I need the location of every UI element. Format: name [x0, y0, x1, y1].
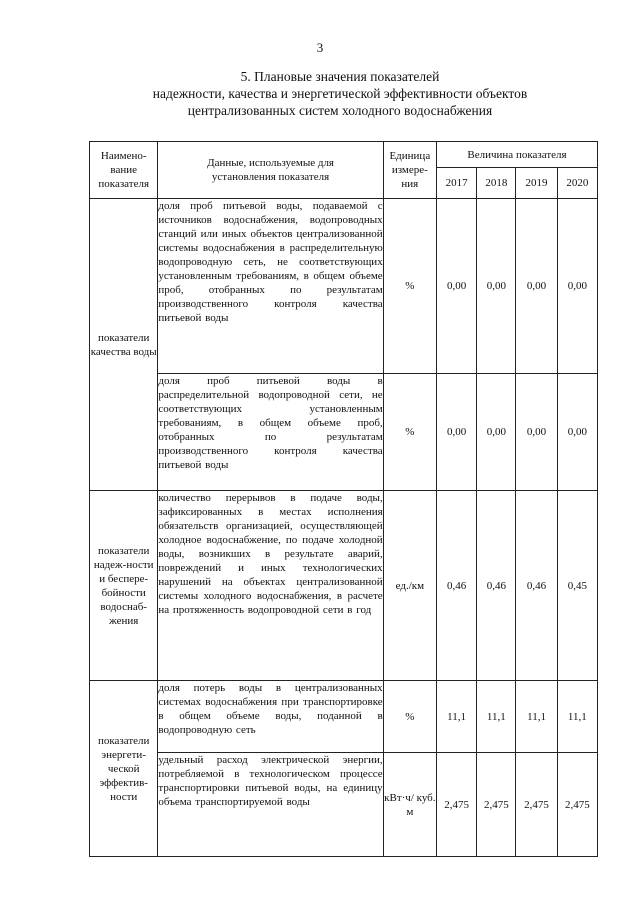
value-2017: 2,475: [436, 753, 476, 857]
table-row: [90, 681, 598, 753]
value-2018: 11,1: [477, 681, 516, 753]
header-value: Величина показателя: [436, 142, 597, 168]
value-2019: 11,1: [516, 681, 557, 753]
row-unit: кВт·ч/ куб. м: [383, 753, 436, 857]
value-2019: 0,46: [516, 491, 557, 681]
row-unit: %: [383, 199, 436, 374]
value-2018: 0,00: [477, 199, 516, 374]
category-reliability: показатели надеж-ности и беспере-бойности водоснаб-жения: [90, 491, 158, 681]
row-description: доля проб питьевой воды в распределительной водопроводной сети, не соответствующих установленным требованиям, в общем объеме проб, отобранных по результатам производственного контроля качества питьевой воды: [158, 374, 383, 491]
title-line-2: надежности, качества и энергетической эффективности объектов: [152, 86, 528, 101]
header-data: Данные, используемые для установления показателя: [158, 142, 383, 199]
value-2017: 0,00: [436, 199, 476, 374]
value-2018: 0,00: [477, 374, 516, 491]
value-2020: 0,45: [557, 491, 597, 681]
table-row: [90, 491, 598, 681]
title-line-1: 5. Плановые значения показателей: [240, 69, 440, 84]
header-year-2017: 2017: [436, 168, 476, 199]
row-description: количество перерывов в подаче воды, зафиксированных в местах исполнения обязательств организацией, осуществляющей холодное водоснабжение, по подаче холодной воды, возникших в результате аварий, повреждений и иных технологических нарушений на объектах централизованной системы холодного водоснабжения, в расчете на протяженность водопроводной сети в год: [158, 491, 383, 681]
value-2017: 0,00: [436, 374, 476, 491]
row-description: доля потерь воды в централизованных системах водоснабжения при транспортировке в общем объеме воды, поданной в водопроводную сеть: [158, 681, 383, 753]
value-2018: 0,46: [477, 491, 516, 681]
value-2019: 0,00: [516, 374, 557, 491]
table-row: [90, 199, 598, 374]
header-year-2018: 2018: [477, 168, 516, 199]
value-2020: 11,1: [557, 681, 597, 753]
category-water-quality: показатели качества воды: [90, 199, 158, 491]
table-row: [90, 374, 598, 491]
header-year-2019: 2019: [516, 168, 557, 199]
header-year-2020: 2020: [557, 168, 597, 199]
header-unit: Единица измере-ния: [383, 142, 436, 199]
row-unit: ед./км: [383, 491, 436, 681]
document-title: [60, 68, 620, 119]
row-description: удельный расход электрической энергии, потребляемой в технологическом процессе транспортировки питьевой воды, на единицу объема транспортируемой воды: [158, 753, 383, 857]
row-unit: %: [383, 374, 436, 491]
value-2020: 0,00: [557, 199, 597, 374]
row-unit: %: [383, 681, 436, 753]
row-description: доля проб питьевой воды, подаваемой с источников водоснабжения, водопроводных станций или иных объектов централизованной системы водоснабжения в распределительную водопроводную сеть, не соответствующих установленным требованиям, в общем объеме проб, отобранных по результатам производственного контроля качества питьевой воды: [158, 199, 383, 374]
value-2019: 2,475: [516, 753, 557, 857]
title-line-3: централизованных систем холодного водоснабжения: [187, 103, 493, 118]
value-2020: 2,475: [557, 753, 597, 857]
value-2019: 0,00: [516, 199, 557, 374]
table-row: [90, 753, 598, 857]
indicators-table: [89, 141, 598, 857]
value-2020: 0,00: [557, 374, 597, 491]
category-energy-efficiency: показатели энергети-ческой эффектив-ности: [90, 681, 158, 857]
page-number: 3: [316, 40, 324, 55]
value-2017: 11,1: [436, 681, 476, 753]
value-2018: 2,475: [477, 753, 516, 857]
header-indicator: Наимено-вание показателя: [90, 142, 158, 199]
value-2017: 0,46: [436, 491, 476, 681]
